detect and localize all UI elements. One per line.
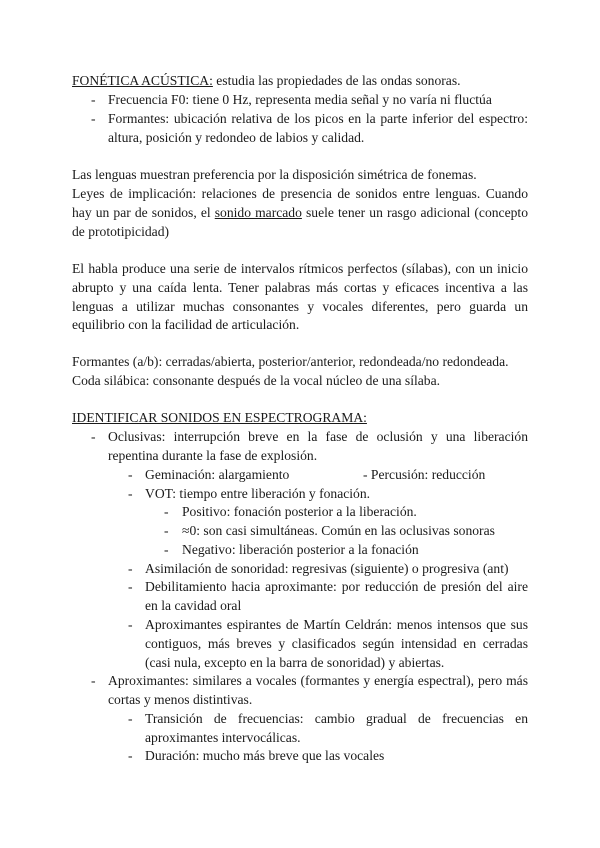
- bullet-dash: -: [164, 542, 169, 557]
- bullet-dash: -: [164, 504, 169, 519]
- section1-paragraph: [72, 72, 528, 91]
- bullet-formantes: Formantes: ubicación relativa de los picos en la parte inferior del espectro: altura, posición y redondeo de labios y calidad.: [108, 111, 528, 145]
- bullet-dash: -: [91, 92, 96, 107]
- sub-aproximantes-espirantes: Aproximantes espirantes de Martín Celdrán: menos intensos que sus contiguos, más breves y clasificados según intensidad en cerradas (casi nula, excepto en la barra de sonoridad) y abiertas.: [145, 617, 528, 670]
- bullet-dash: -: [164, 523, 169, 538]
- sub-percusion: - Percusión: reducción: [363, 467, 486, 482]
- sub-transicion: Transición de frecuencias: cambio gradual de frecuencias en aproximantes intervocálicas.: [145, 711, 528, 745]
- vot-positivo: Positivo: fonación posterior a la liberación.: [182, 504, 417, 519]
- bullet-oclusivas: Oclusivas: interrupción breve en la fase de oclusión y una liberación repentina durante la fase de explosión.: [108, 429, 528, 463]
- bullet-dash: -: [128, 748, 133, 763]
- bullet-dash: -: [128, 711, 133, 726]
- bullet-dash: -: [128, 467, 133, 482]
- sub-vot: VOT: tiempo entre liberación y fonación.: [145, 486, 371, 501]
- para1-text-after: suele tener un rasgo adicional (concepto de prototipicidad): [72, 204, 528, 239]
- vot-negativo: Negativo: liberación posterior a la fonación: [182, 542, 419, 557]
- para2: El habla produce una serie de intervalos rítmicos perfectos (sílabas), con un inicio abrupto y una caída lenta. Tener palabras más cortas y eficaces incentiva a las lenguas a utilizar muchas consonantes y vocales diferentes, pero guarda un equilibrio con la facilidad de articulación.: [72, 261, 528, 333]
- bullet-dash: -: [91, 429, 96, 444]
- para1-leyes: [72, 185, 528, 241]
- bullet-dash: -: [128, 486, 133, 501]
- bullet-dash: -: [128, 579, 133, 594]
- para1-text-before: Leyes de implicación: relaciones de presencia de sonidos entre lenguas. Cuando hay un par de sonidos, el: [72, 186, 528, 220]
- para1-line1: Las lenguas muestran preferencia por la disposición simétrica de fonemas.: [72, 167, 477, 182]
- para3-line1: Formantes (a/b): cerradas/abierta, posterior/anterior, redondeada/no redondeada.: [72, 354, 509, 369]
- bullet-frecuencia: Frecuencia F0: tiene 0 Hz, representa media señal y no varía ni fluctúa: [108, 92, 492, 107]
- bullet-dash: -: [91, 673, 96, 688]
- sub-duracion: Duración: mucho más breve que las vocales: [145, 748, 385, 763]
- bullet-dash: -: [128, 561, 133, 576]
- vot-cero: ≈0: son casi simultáneas. Común en las oclusivas sonoras: [182, 523, 495, 538]
- section2-heading: IDENTIFICAR SONIDOS EN ESPECTROGRAMA:: [72, 410, 367, 425]
- para3-line2: Coda silábica: consonante después de la vocal núcleo de una sílaba.: [72, 373, 441, 388]
- sub-debilitamiento: Debilitamiento hacia aproximante: por reducción de presión del aire en la cavidad oral: [145, 579, 528, 613]
- bullet-dash: -: [91, 111, 96, 126]
- section1-intro: estudia las propiedades de las ondas sonoras.: [212, 73, 461, 88]
- bullet-dash: -: [128, 617, 133, 632]
- sub-asimilacion: Asimilación de sonoridad: regresivas (siguiente) o progresiva (ant): [145, 561, 509, 576]
- para1-underlined-term: sonido marcado: [214, 204, 302, 220]
- bullet-aproximantes: Aproximantes: similares a vocales (formantes y energía espectral), pero más cortas y menos distintivas.: [108, 673, 528, 707]
- section1-heading: FONÉTICA ACÚSTICA:: [72, 73, 213, 88]
- sub-geminacion: Geminación: alargamiento: [145, 467, 290, 482]
